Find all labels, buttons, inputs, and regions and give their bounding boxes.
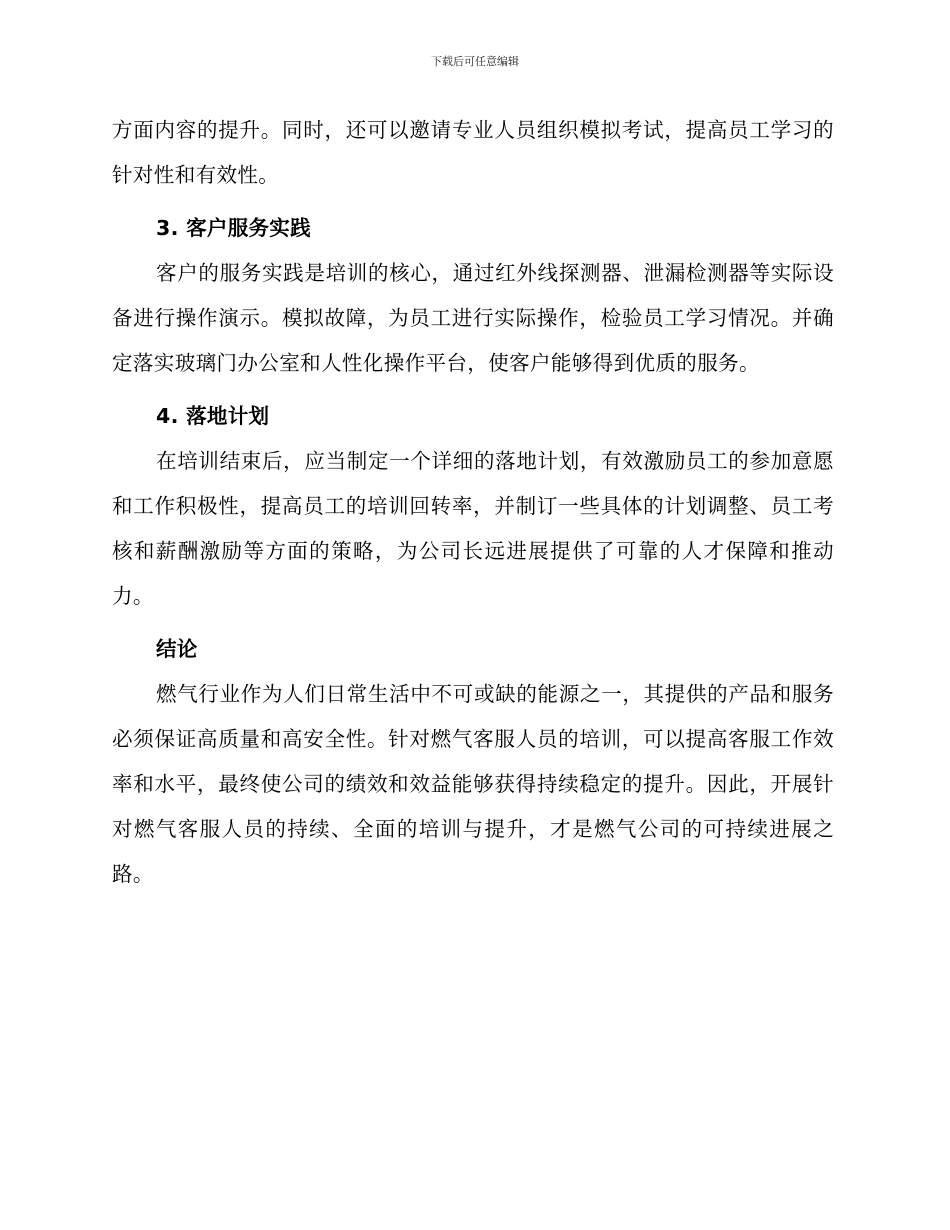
intro-paragraph: 方面内容的提升。同时，还可以邀请专业人员组织模拟考试，提高员工学习的针对性和有效性。 [112, 118, 834, 187]
section-heading-customer-service: 3. 客户服务实践 [156, 216, 311, 240]
document-body [112, 108, 834, 897]
header-note: 下载后可任意编辑 [431, 55, 519, 68]
section-paragraph-implementation-plan: 在培训结束后，应当制定一个详细的落地计划，有效激励员工的参加意愿和工作积极性，提高员工的培训回转率，并制订一些具体的计划调整、员工考核和薪酬激励等方面的策略，为公司长远进展提供了可靠的人才保障和推动力。 [112, 449, 834, 608]
section-paragraph-conclusion: 燃气行业作为人们日常生活中不可或缺的能源之一，其提供的产品和服务必须保证高质量和高安全性。针对燃气客服人员的培训，可以提高客服工作效率和水平，最终使公司的绩效和效益能够获得持续稳定的提升。因此，开展针对燃气客服人员的持续、全面的培训与提升，才是燃气公司的可持续进展之路。 [112, 682, 834, 886]
section-heading-implementation-plan: 4. 落地计划 [156, 404, 270, 428]
section-heading-conclusion: 结论 [156, 637, 198, 661]
section-paragraph-customer-service: 客户的服务实践是培训的核心，通过红外线探测器、泄漏检测器等实际设备进行操作演示。模拟故障，为员工进行实际操作，检验员工学习情况。并确定落实玻璃门办公室和人性化操作平台，使客户能够得到优质的服务。 [112, 261, 834, 375]
